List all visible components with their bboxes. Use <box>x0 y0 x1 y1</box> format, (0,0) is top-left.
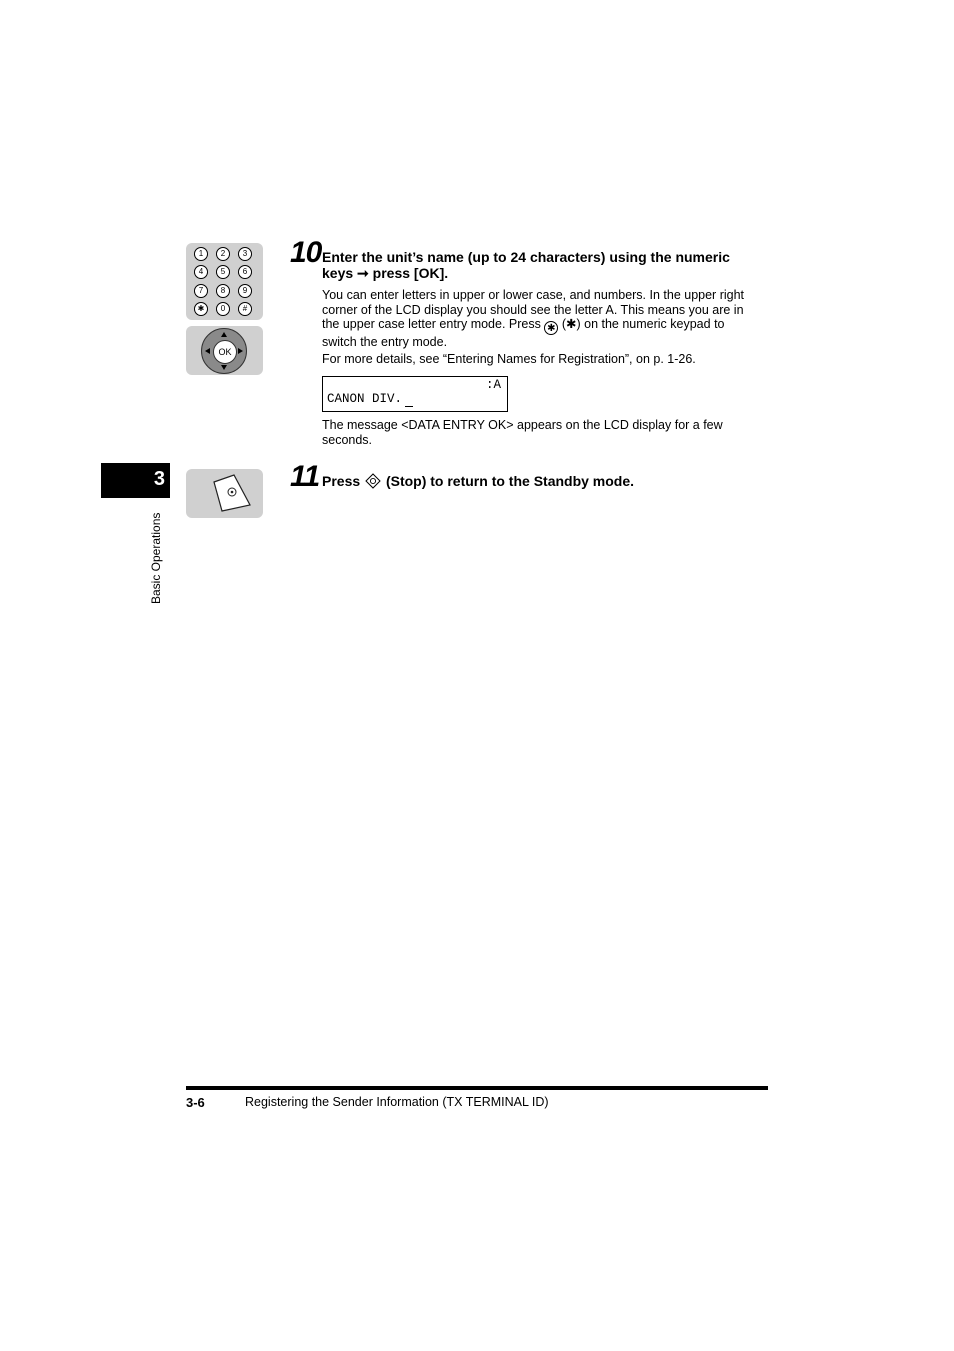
keypad-key-7: 7 <box>194 284 208 298</box>
star-symbol: ✱ <box>566 317 577 332</box>
step-10-para1-line3: the upper case letter entry mode. Press ✱ (✱) on the numeric keypad to <box>322 317 725 335</box>
keypad-key-2: 2 <box>216 247 230 261</box>
keypad-key-4: 4 <box>194 265 208 279</box>
step-10-para1-line3a: the upper case letter entry mode. Press <box>322 317 541 332</box>
keypad-key-6: 6 <box>238 265 252 279</box>
footer-page-number: 3-6 <box>186 1095 205 1110</box>
direction-pad <box>201 328 247 374</box>
step-number-10: 10 <box>290 236 322 269</box>
step-10-para1-line2: corner of the LCD display you should see the letter A. This means you are in <box>322 302 744 317</box>
numeric-keypad-illustration <box>186 243 263 320</box>
step-10-para1-line4: switch the entry mode. <box>322 335 448 350</box>
lcd-cursor <box>405 406 413 407</box>
step-11-title-suffix: (Stop) to return to the Standby mode. <box>385 473 635 489</box>
chapter-label: Basic Operations <box>149 512 163 604</box>
keypad-key-8: 8 <box>216 284 230 298</box>
lcd-display <box>322 376 508 412</box>
step-11-title <box>322 473 762 489</box>
keypad-key-0: 0 <box>216 302 230 316</box>
lcd-line-2: CANON DIV. <box>327 392 403 406</box>
stop-key-icon <box>186 469 263 518</box>
arrow-left-icon <box>205 348 210 354</box>
keypad-key-1: 1 <box>194 247 208 261</box>
star-key-icon: ✱ <box>544 321 558 335</box>
step-number-11: 11 <box>290 460 320 493</box>
step-10-title-line1: Enter the unit’s name (up to 24 characters) using the numeric <box>322 249 730 265</box>
step-10-para3-line2: seconds. <box>322 432 373 447</box>
chapter-tab <box>101 463 170 498</box>
step-11-title-prefix: Press <box>322 473 361 489</box>
stop-icon <box>364 473 382 489</box>
ok-key: OK <box>213 340 237 364</box>
keypad-key-5: 5 <box>216 265 230 279</box>
arrow-right-icon <box>238 348 243 354</box>
step-10-paragraph-2: For more details, see “Entering Names for Registration”, on p. 1-26. <box>322 352 696 366</box>
step-10-para1-line3b: on the numeric keypad to <box>584 317 725 332</box>
stop-key-illustration <box>186 469 263 518</box>
step-10-para1-line1: You can enter letters in upper or lower case, and numbers. In the upper right <box>322 288 745 302</box>
step-10-title-line2: keys ➞ press [OK]. <box>322 265 449 281</box>
arrow-up-icon <box>221 332 227 337</box>
keypad-key-hash: # <box>238 302 252 316</box>
lcd-line-1: :A <box>485 378 501 392</box>
keypad-key-9: 9 <box>238 284 252 298</box>
chapter-side-label <box>148 505 166 605</box>
step-10-paragraph-3 <box>322 418 767 447</box>
footer-title: Registering the Sender Information (TX TERMINAL ID) <box>245 1095 549 1109</box>
step-10-paragraph-1 <box>322 288 767 350</box>
arrow-down-icon <box>221 365 227 370</box>
step-10-para3-line1: The message <DATA ENTRY OK> appears on the LCD display for a few <box>322 418 723 432</box>
keypad-key-3: 3 <box>238 247 252 261</box>
chapter-number: 3 <box>153 468 165 490</box>
footer-rule <box>186 1086 768 1090</box>
ok-pad-illustration <box>186 326 263 375</box>
step-10-title <box>322 249 762 281</box>
keypad-key-star: ✱ <box>194 302 208 316</box>
